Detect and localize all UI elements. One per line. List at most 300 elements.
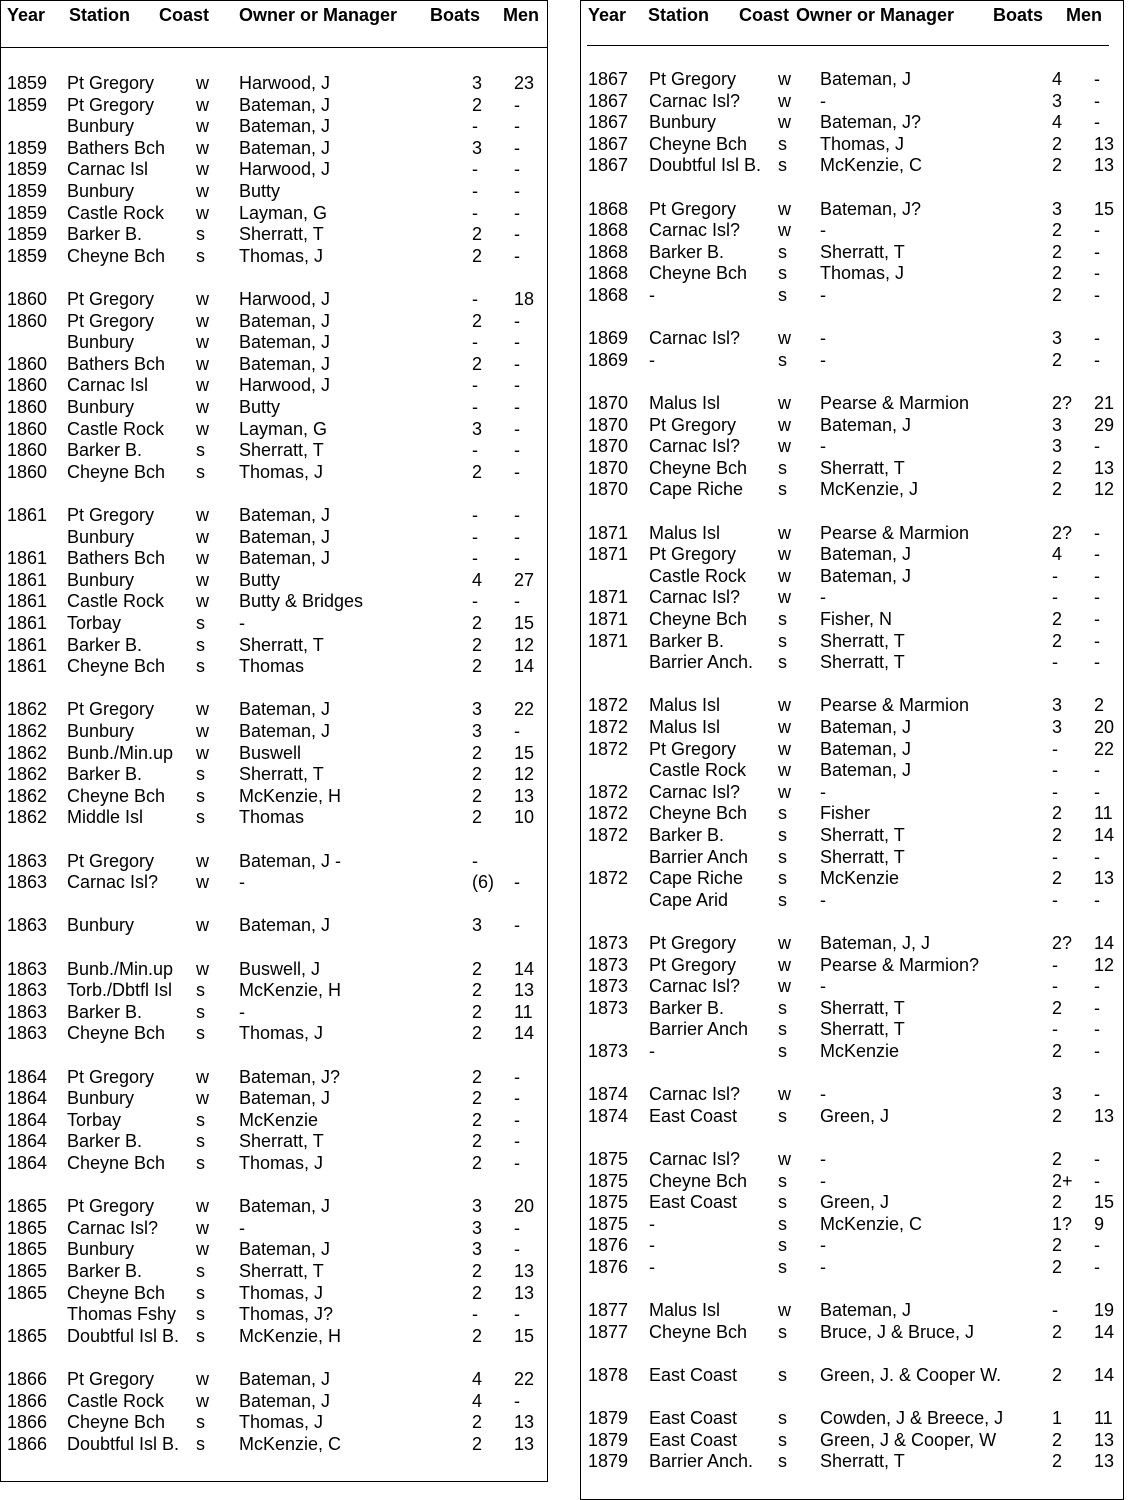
table-row [1, 73, 547, 95]
table-row [1, 1218, 547, 1240]
coast-cell: w [196, 526, 209, 547]
owner-cell: Sherratt, T [239, 1131, 324, 1152]
year-cell: 1872 [588, 781, 629, 802]
owner-cell: McKenzie, C [820, 155, 923, 176]
owner-cell: Bateman, J [820, 414, 912, 435]
coast-cell: s [778, 457, 787, 478]
owner-cell: Butty [239, 181, 281, 201]
table-row [581, 544, 1123, 566]
owner-cell: Bateman, J [239, 526, 331, 547]
table-row [581, 1214, 1123, 1236]
year-cell: 1860 [7, 353, 48, 374]
station-cell: Bunbury [67, 915, 135, 936]
men-cell: 13 [514, 980, 535, 1001]
men-cell: - [514, 548, 520, 569]
boats-cell: 2 [1052, 479, 1063, 500]
boats-cell: 3 [1052, 436, 1063, 457]
station-cell: Cape Riche [649, 868, 744, 889]
men-cell: - [514, 202, 520, 223]
men-cell: - [1094, 587, 1100, 608]
boats-cell: 2 [472, 634, 483, 655]
owner-cell: Green, J [820, 1105, 890, 1126]
coast-cell: w [196, 73, 209, 93]
coast-cell: w [778, 565, 791, 586]
owner-cell: - [820, 349, 826, 370]
owner-cell: - [820, 285, 826, 305]
table-row [581, 739, 1123, 761]
men-cell: - [514, 505, 520, 525]
owner-cell: McKenzie, H [239, 1325, 342, 1346]
coast-cell: s [196, 461, 205, 482]
coast-cell: s [778, 241, 787, 262]
coast-cell: w [196, 353, 209, 374]
station-cell: - [649, 349, 655, 370]
coast-cell: w [778, 781, 791, 802]
station-cell: Pt Gregory [67, 73, 155, 93]
owner-cell: McKenzie [239, 1109, 319, 1130]
station-cell: Barrier Anch. [649, 652, 754, 673]
table-row [1, 419, 547, 441]
boats-cell: 2 [1052, 457, 1063, 478]
boats-cell: 3 [472, 721, 483, 741]
year-cell: 1860 [7, 440, 48, 461]
boats-cell: - [472, 289, 478, 309]
coast-cell: w [196, 1369, 209, 1389]
station-cell: Bunbury [67, 1239, 135, 1260]
coast-cell: w [778, 393, 791, 413]
owner-cell: Pearse & Marmion [820, 393, 970, 413]
boats-cell: 2 [472, 1412, 483, 1433]
station-cell: Bathers Bch [67, 137, 166, 158]
coast-cell: w [778, 1149, 791, 1169]
men-cell: 14 [1094, 1321, 1115, 1342]
table-row [1, 462, 547, 484]
owner-column-header: Owner or Manager [796, 5, 955, 25]
owner-cell: Sherratt, T [820, 652, 905, 673]
coast-cell: w [778, 522, 791, 543]
table-row [1, 915, 547, 937]
station-cell: Pt Gregory [649, 954, 737, 975]
table-row [581, 1171, 1123, 1193]
boats-cell: 3 [472, 418, 483, 439]
coast-cell: w [196, 915, 209, 936]
boats-cell: - [472, 202, 478, 223]
owner-cell: Sherratt, T [820, 457, 905, 478]
table-row [581, 1041, 1123, 1063]
table-row [1, 872, 547, 894]
station-cell: Cheyne Bch [67, 785, 166, 806]
station-cell: Barrier Anch. [649, 1451, 754, 1472]
boats-cell: 2 [472, 764, 483, 785]
coast-cell: w [778, 1084, 791, 1105]
coast-cell: w [778, 717, 791, 737]
owner-cell: - [820, 889, 826, 910]
coast-cell: s [778, 1170, 787, 1191]
men-cell: - [1094, 349, 1100, 370]
boats-cell: 2 [1052, 285, 1063, 305]
table-row [581, 933, 1123, 955]
coast-cell: w [196, 418, 209, 439]
header-rule [1, 47, 547, 48]
year-cell: 1859 [7, 94, 48, 115]
year-cell: 1867 [588, 155, 629, 176]
men-cell: - [1094, 436, 1100, 457]
station-cell: Castle Rock [649, 760, 747, 781]
owner-cell: - [820, 436, 826, 457]
year-cell: 1872 [588, 738, 629, 759]
boats-cell: 2? [1052, 522, 1073, 543]
men-cell: 12 [514, 634, 535, 655]
owner-cell: - [820, 328, 826, 349]
station-cell: Carnac Isl? [649, 1149, 741, 1169]
station-cell: Malus Isl [649, 393, 721, 413]
table-row [1, 159, 547, 181]
coast-cell: w [196, 850, 209, 871]
coast-cell: s [778, 479, 787, 500]
table-row [1, 397, 547, 419]
men-cell: - [514, 1109, 520, 1130]
coast-column-header: Coast [159, 5, 210, 25]
boats-cell: 1? [1052, 1213, 1073, 1234]
owner-cell: - [820, 1170, 826, 1191]
men-cell: 18 [514, 289, 535, 309]
boats-cell: 2 [472, 1153, 483, 1173]
boats-cell: - [1052, 954, 1058, 975]
coast-cell: w [196, 548, 209, 569]
owner-cell: Bateman, J [820, 738, 912, 759]
coast-cell: w [778, 112, 791, 133]
boats-cell: - [1052, 760, 1058, 781]
men-cell: - [514, 440, 520, 461]
boats-cell: 2 [1052, 220, 1063, 241]
owner-cell: Thomas [239, 656, 305, 677]
boats-cell: - [1052, 1300, 1058, 1321]
owner-cell: Harwood, J [239, 289, 331, 309]
coast-cell: w [196, 94, 209, 115]
boats-cell: 2 [472, 1433, 483, 1454]
boats-cell: - [472, 548, 478, 569]
owner-cell: Sherratt, T [239, 764, 324, 785]
year-cell: 1879 [588, 1429, 629, 1450]
station-cell: Bunbury [67, 181, 135, 201]
table-row [1, 505, 547, 527]
table-row [1, 656, 547, 678]
table-row [581, 587, 1123, 609]
station-cell: Pt Gregory [67, 310, 155, 331]
men-cell: - [514, 375, 520, 396]
men-cell: 13 [1094, 1451, 1115, 1472]
station-cell: Malus Isl [649, 522, 721, 543]
table-row [581, 1106, 1123, 1128]
year-cell: 1868 [588, 285, 629, 305]
table-row [1, 311, 547, 333]
owner-cell: Bateman, J? [820, 112, 922, 133]
men-cell: - [1094, 565, 1100, 586]
year-cell: 1865 [7, 1239, 48, 1260]
coast-cell: w [196, 1196, 209, 1217]
station-cell: Barker B. [649, 241, 725, 262]
station-cell: Barker B. [649, 630, 725, 651]
year-cell: 1863 [7, 872, 48, 893]
boats-cell: - [1052, 738, 1058, 759]
coast-cell: w [196, 310, 209, 331]
men-cell: - [514, 224, 520, 245]
left-table-panel [0, 0, 548, 1482]
boats-cell: 2 [1052, 1105, 1063, 1126]
station-cell: Carnac Isl? [649, 1084, 741, 1105]
men-cell: - [1094, 69, 1100, 89]
coast-cell: s [778, 630, 787, 651]
boats-cell: - [1052, 652, 1058, 673]
men-cell: 13 [514, 785, 535, 806]
table-row [1, 1326, 547, 1348]
table-row [1, 375, 547, 397]
year-cell: 1871 [588, 544, 629, 565]
station-cell: Cheyne Bch [67, 1282, 166, 1303]
men-cell: 13 [514, 1412, 535, 1433]
men-cell: - [514, 116, 520, 137]
boats-cell: 2 [1052, 1192, 1063, 1213]
station-cell: Barrier Anch [649, 846, 749, 867]
men-cell: - [514, 332, 520, 353]
owner-cell: Fisher [820, 803, 871, 824]
year-cell: 1879 [588, 1408, 629, 1429]
station-cell: Bathers Bch [67, 353, 166, 374]
station-cell: Carnac Isl? [649, 328, 741, 349]
table-row [1, 1239, 547, 1261]
station-cell: Cheyne Bch [67, 245, 166, 266]
year-cell: 1872 [588, 868, 629, 889]
coast-cell: w [196, 1239, 209, 1260]
men-cell: - [514, 181, 520, 201]
station-cell: Cheyne Bch [649, 133, 748, 154]
station-cell: Bunb./Min.up [67, 742, 174, 763]
boats-cell: - [1052, 565, 1058, 586]
boats-cell: 2 [1052, 263, 1063, 284]
coast-cell: w [778, 976, 791, 997]
year-cell: 1870 [588, 414, 629, 435]
station-cell: East Coast [649, 1105, 738, 1126]
boats-cell: 2 [472, 1261, 483, 1281]
table-row [581, 479, 1123, 501]
boats-cell: - [472, 505, 478, 525]
table-row [581, 1149, 1123, 1171]
coast-cell: s [778, 1451, 787, 1472]
year-cell: 1861 [7, 634, 48, 655]
coast-cell: w [196, 591, 209, 612]
year-cell: 1859 [7, 159, 48, 180]
table-row [1, 332, 547, 354]
station-cell: Carnac Isl? [649, 90, 741, 111]
year-cell: 1865 [7, 1217, 48, 1238]
coast-cell: s [196, 980, 205, 1001]
owner-cell: Thomas, J [239, 245, 324, 266]
men-cell: 20 [1094, 717, 1115, 737]
men-cell: - [514, 915, 520, 936]
coast-cell: s [778, 1257, 787, 1277]
table-row [581, 436, 1123, 458]
coast-cell: w [196, 1066, 209, 1087]
owner-cell: Green, J [820, 1192, 890, 1213]
boats-cell: 2 [1052, 1321, 1063, 1342]
owner-cell: - [820, 90, 826, 111]
owner-cell: Sherratt, T [820, 630, 905, 651]
coast-cell: s [778, 997, 787, 1018]
boats-cell: 2 [472, 1325, 483, 1346]
coast-cell: s [196, 245, 205, 266]
owner-cell: Thomas [239, 807, 305, 828]
boats-cell: 2 [472, 785, 483, 806]
year-cell: 1877 [588, 1300, 629, 1321]
owner-cell: McKenzie [820, 868, 900, 889]
boats-cell: 4 [472, 1369, 483, 1389]
owner-cell: Bateman, J [239, 332, 331, 353]
right-table-panel [580, 0, 1124, 1500]
boats-cell: 2 [472, 1282, 483, 1303]
coast-cell: w [196, 505, 209, 525]
owner-cell: Harwood, J [239, 375, 331, 396]
coast-cell: s [778, 155, 787, 176]
boats-cell: 3 [1052, 1084, 1063, 1105]
table-row [1, 116, 547, 138]
coast-cell: s [196, 613, 205, 633]
men-cell: - [1094, 1084, 1100, 1105]
table-row [1, 181, 547, 203]
table-row [581, 69, 1123, 91]
boats-cell: 3 [1052, 328, 1063, 349]
table-row [581, 955, 1123, 977]
boats-cell: 3 [1052, 695, 1063, 716]
boats-cell: 2 [1052, 133, 1063, 154]
station-cell: Barrier Anch [649, 1019, 749, 1040]
year-cell: 1863 [7, 958, 48, 979]
table-row [1, 635, 547, 657]
table-row [581, 1365, 1123, 1387]
men-cell: 13 [1094, 1105, 1115, 1126]
year-cell: 1864 [7, 1153, 48, 1173]
boats-cell: 3 [472, 915, 483, 936]
owner-cell: - [820, 1257, 826, 1277]
men-cell: - [1094, 997, 1100, 1018]
boats-column-header: Boats [430, 5, 481, 25]
owner-cell: Butty & Bridges [239, 591, 364, 612]
year-cell: 1876 [588, 1235, 629, 1256]
year-cell: 1859 [7, 137, 48, 158]
owner-cell: Bateman, J, J [820, 933, 931, 953]
coast-cell: w [196, 1088, 209, 1109]
boats-cell: 2 [472, 1066, 483, 1087]
year-cell: 1863 [7, 915, 48, 936]
year-column-header: Year [588, 5, 627, 25]
coast-cell: w [196, 569, 209, 590]
coast-cell: s [778, 1105, 787, 1126]
owner-cell: Bateman, J [239, 505, 331, 525]
coast-cell: w [778, 760, 791, 781]
men-cell: - [1094, 781, 1100, 802]
station-cell: Cheyne Bch [649, 263, 748, 284]
men-cell: 12 [514, 764, 535, 785]
year-cell: 1868 [588, 241, 629, 262]
table-row [1, 1196, 547, 1218]
year-cell: 1863 [7, 1023, 48, 1044]
boats-cell: 2 [472, 1109, 483, 1130]
year-cell: 1862 [7, 764, 48, 785]
station-cell: Carnac Isl? [649, 436, 741, 457]
coast-cell: w [778, 220, 791, 241]
table-row [581, 631, 1123, 653]
owner-cell: Bateman, J [239, 1369, 331, 1389]
station-cell: Cheyne Bch [649, 1321, 748, 1342]
table-row [1, 959, 547, 981]
owner-cell: Green, J & Cooper, W [820, 1429, 997, 1450]
boats-cell: 4 [1052, 544, 1063, 565]
table-row [581, 1084, 1123, 1106]
boats-cell: (6) [472, 872, 494, 893]
owner-cell: McKenzie, H [239, 980, 342, 1001]
owner-column-header: Owner or Manager [239, 5, 398, 25]
table-row [581, 1408, 1123, 1430]
year-cell: 1862 [7, 807, 48, 828]
station-cell: Barker B. [67, 1131, 143, 1152]
men-cell: - [514, 137, 520, 158]
station-cell: Cheyne Bch [67, 1023, 166, 1044]
boats-cell: - [472, 1304, 478, 1325]
owner-cell: Bateman, J [239, 1088, 331, 1109]
year-cell: 1859 [7, 73, 48, 93]
boats-cell: 2 [472, 613, 483, 633]
coast-cell: w [778, 328, 791, 349]
men-cell: - [514, 1217, 520, 1238]
men-cell: - [1094, 1257, 1100, 1277]
coast-cell: w [778, 414, 791, 435]
owner-cell: Bateman, J - [239, 850, 342, 871]
year-cell: 1871 [588, 609, 629, 629]
year-cell: 1869 [588, 349, 629, 370]
year-cell: 1863 [7, 980, 48, 1001]
station-cell: Bunbury [67, 721, 135, 741]
table-row [581, 1322, 1123, 1344]
boats-cell: 2 [472, 742, 483, 763]
year-cell: 1871 [588, 587, 629, 608]
station-cell: Torbay [67, 1109, 122, 1130]
station-cell: Doubtful Isl B. [649, 155, 762, 176]
year-cell: 1868 [588, 263, 629, 284]
station-cell: Bunbury [67, 397, 135, 417]
year-cell: 1860 [7, 461, 48, 482]
station-column-header: Station [69, 5, 130, 25]
coast-cell: w [196, 721, 209, 741]
coast-cell: s [778, 868, 787, 889]
station-cell: - [649, 285, 655, 305]
boats-cell: - [472, 159, 478, 180]
table-row [1, 1153, 547, 1175]
owner-cell: Butty [239, 397, 281, 417]
table-row [581, 1235, 1123, 1257]
coast-cell: w [778, 544, 791, 565]
year-cell: 1870 [588, 436, 629, 457]
owner-cell: Bateman, J [239, 721, 331, 741]
coast-cell: s [196, 785, 205, 806]
men-cell: 14 [514, 656, 535, 677]
table-row [581, 1451, 1123, 1473]
table-row [1, 440, 547, 462]
men-cell: 27 [514, 569, 535, 590]
station-cell: Cheyne Bch [649, 609, 748, 629]
station-cell: Bunbury [67, 569, 135, 590]
station-cell: Barker B. [67, 1001, 143, 1022]
men-cell: 29 [1094, 414, 1115, 435]
men-cell: 11 [1094, 803, 1113, 824]
